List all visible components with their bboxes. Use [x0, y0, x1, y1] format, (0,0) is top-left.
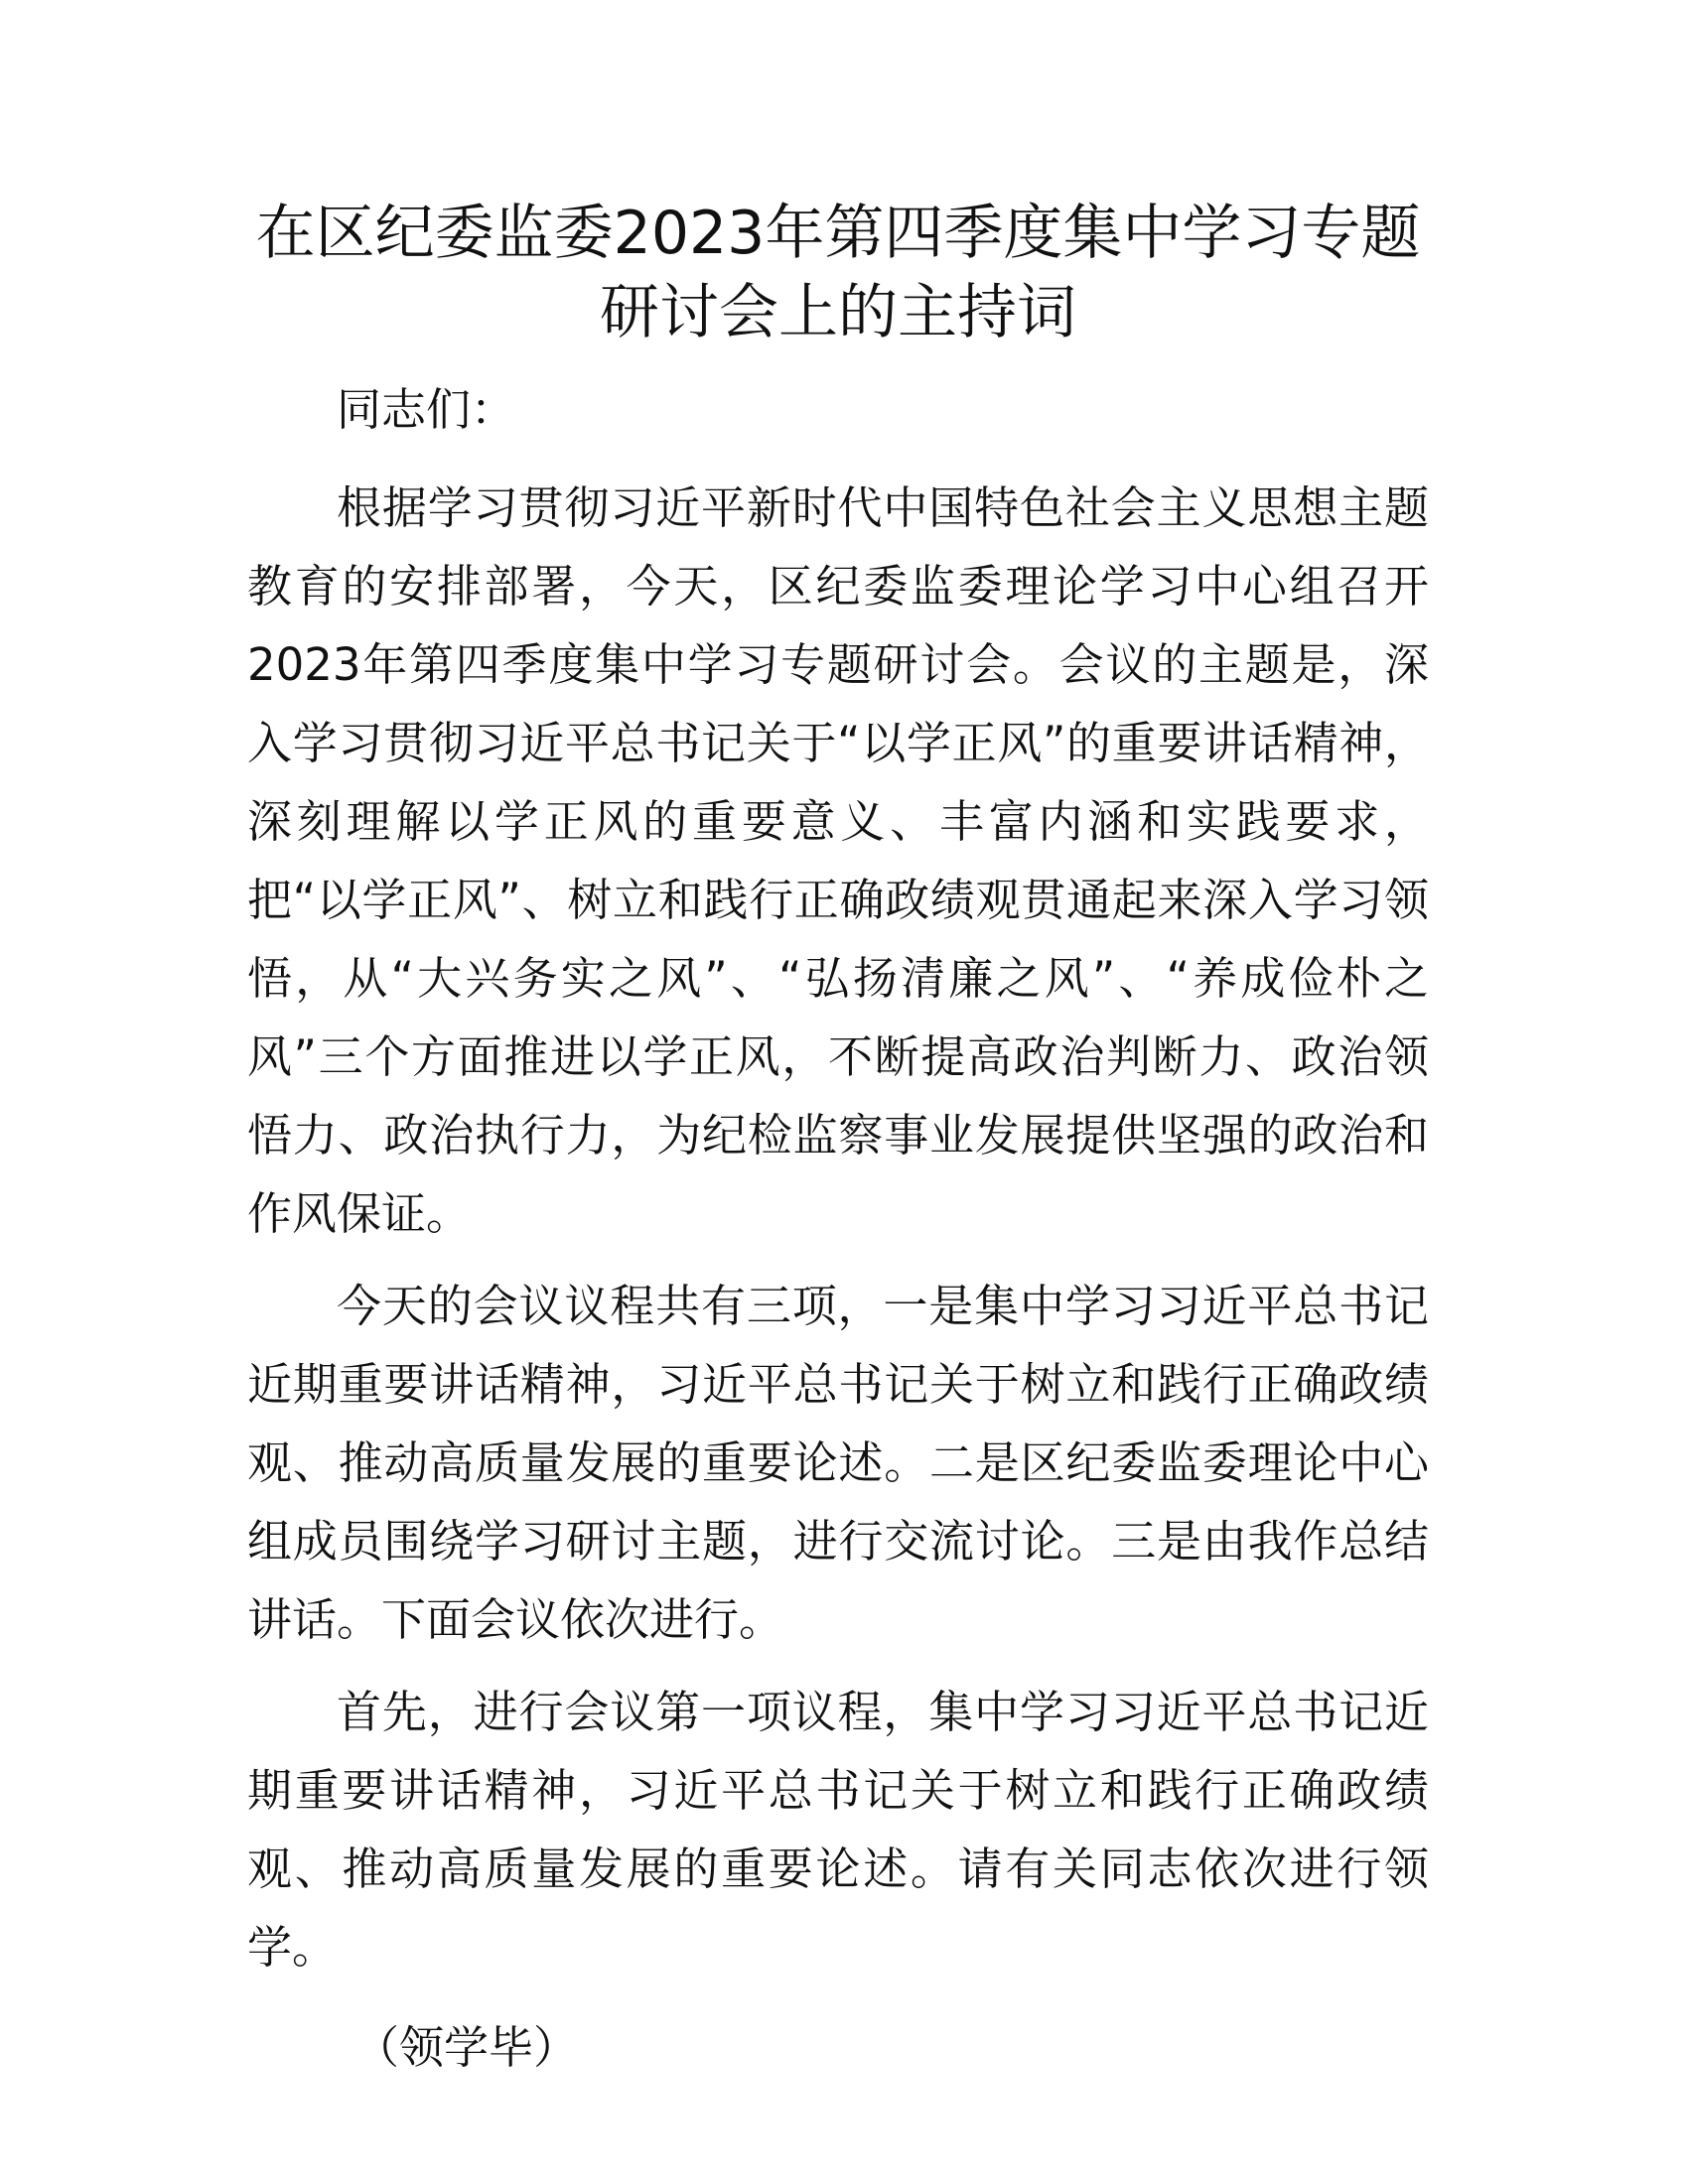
- document-body: [247, 194, 1429, 2087]
- paragraph-1: 根据学习贯彻习近平新时代中国特色社会主义思想主题教育的安排部署，今天，区纪委监委理论学习中心组召开2023年第四季度集中学习专题研讨会。会议的主题是，深入学习贯彻习近平总书记关于“以学正风”的重要讲话精神，深刻理解以学正风的重要意义、丰富内涵和实践要求，把“以学正风”、树立和践行正确政绩观贯通起来深入学习领悟，从“大兴务实之风”、“弘扬清廉之风”、“养成俭朴之风”三个方面推进以学正风，不断提高政治判断力、政治领悟力、政治执行力，为纪检监察事业发展提供坚强的政治和作风保证。: [247, 481, 1429, 1240]
- stage-note: （领学毕）: [354, 2021, 579, 2074]
- paragraph-2: 今天的会议议程共有三项，一是集中学习习近平总书记近期重要讲话精神，习近平总书记关于树立和践行正确政绩观、推动高质量发展的重要论述。二是区纪委监委理论中心组成员围绕学习研讨主题，进行交流讨论。三是由我作总结讲话。下面会议依次进行。: [247, 1280, 1429, 1646]
- document-title: 在区纪委监委2023年第四季度集中学习专题研讨会上的主持词: [255, 199, 1421, 347]
- salutation: 同志们：: [337, 383, 516, 436]
- paragraph-3: 首先，进行会议第一项议程，集中学习习近平总书记近期重要讲话精神，习近平总书记关于树立和践行正确政绩观、推动高质量发展的重要论述。请有关同志依次进行领学。: [247, 1686, 1429, 1974]
